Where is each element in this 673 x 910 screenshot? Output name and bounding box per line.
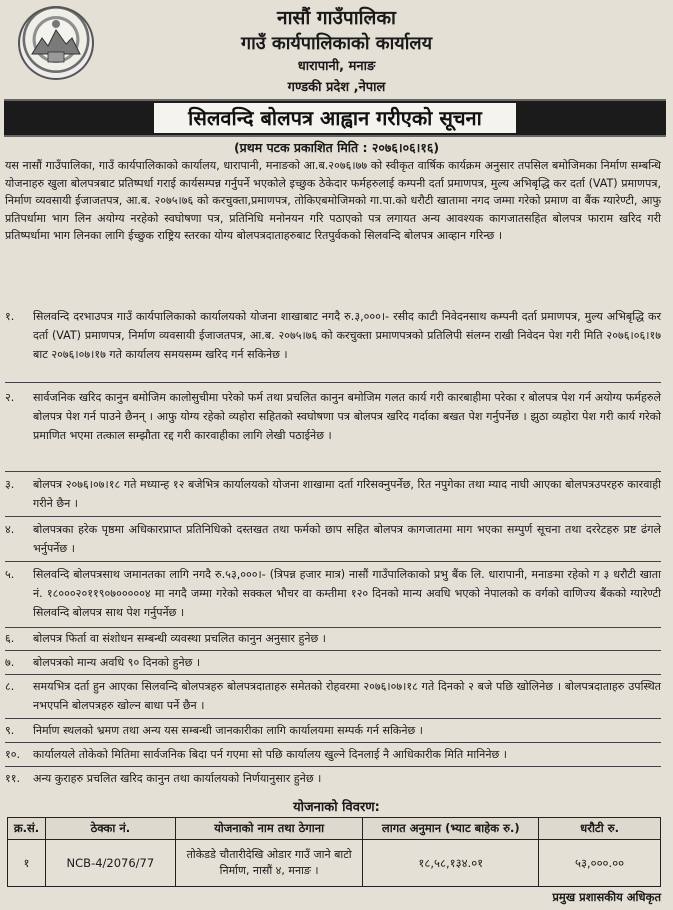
item-number: ८. bbox=[5, 680, 15, 693]
list-item bbox=[5, 475, 661, 513]
notice-title-banner bbox=[4, 99, 666, 137]
divider bbox=[5, 516, 661, 517]
divider bbox=[5, 742, 661, 743]
table-title: योजनाको विवरण: bbox=[293, 800, 380, 815]
col-header-project: योजनाको नाम तथा ठेगाना bbox=[175, 818, 363, 840]
list-item bbox=[5, 745, 661, 764]
divider bbox=[5, 674, 661, 675]
divider bbox=[5, 561, 661, 562]
table-row bbox=[8, 840, 661, 887]
item-number: १०. bbox=[5, 748, 21, 761]
signatory: प्रमुख प्रशासकीय अधिकृत bbox=[552, 890, 661, 904]
office-address: धारापानी, मनाङ bbox=[297, 59, 376, 74]
item-text: सिलवन्दि दरभाउपत्र गाउँ कार्यपालिकाको कार्यालयको योजना शाखाबाट नगदै रु.३,०००।- रसीद काटी निवेदनसाथ कम्पनी दर्ता प्रमाणपत्र, मुल्य अभिबृद्धि कर दर्ता (VAT) प्रमाणपत्र, निर्माण व्यवसायी ईजाजतपत्र, आ.ब. २०७५।७६ को करचुक्ता प्रमाणपत्रको प्रतिलिपी संलग्न राखी निवेदन पेश गरी मिति २०७६।०६।१७ बाट २०७६।०७।१७ गते कार्यालय समयसम्म खरिद गर्न सकिनेछ । bbox=[33, 310, 661, 361]
list-item bbox=[5, 565, 661, 622]
item-number: ११. bbox=[5, 772, 21, 785]
item-text: निर्माण स्थलको भ्रमण तथा अन्य यस सम्बन्धी जानकारीका लागि कार्यालयमा सम्पर्क गर्न सकिनेछ । bbox=[33, 724, 423, 737]
item-number: ४. bbox=[5, 523, 15, 536]
province-name: गण्डकी प्रदेश ,नेपाल bbox=[287, 80, 386, 95]
cell-contract: NCB-4/2076/77 bbox=[45, 840, 175, 887]
item-number: ७. bbox=[5, 656, 15, 669]
item-text: बोलपत्रको मान्य अवधि ९० दिनको हुनेछ । bbox=[33, 656, 201, 669]
col-header-deposit: धरौटी रु. bbox=[539, 818, 661, 840]
divider bbox=[5, 718, 661, 719]
list-item bbox=[5, 629, 661, 648]
office-name: गाउँ कार्यपालिकाको कार्यालय bbox=[240, 33, 433, 54]
cell-estimate: १८,५८,१३४.०१ bbox=[363, 840, 539, 887]
table-header-row bbox=[8, 818, 661, 840]
list-item bbox=[5, 769, 661, 788]
cell-project: तोकेडडे चौतारीदेखि ओडार गाउँ जाने बाटो निर्माण, नासौं ४, मनाङ । bbox=[175, 840, 363, 887]
col-header-sn: क्र.सं. bbox=[8, 818, 46, 840]
published-date: (प्रथम पटक प्रकाशित मिति : २०७६।०६।१६) bbox=[233, 140, 440, 155]
item-number: ५. bbox=[5, 568, 15, 581]
divider bbox=[5, 471, 661, 472]
intro-paragraph: यस नासौं गाउँपालिका, गाउँ कार्यपालिकाको कार्यालय, धारापानी, मनाङको आ.ब.२०७६।७७ को स्वीकृत वार्षिक कार्यक्रम अनुसार तपसिल बमोजिमका निर्माण सम्बन्धि योजनाहरु खुला बोलपत्रबाट प्रतिष्पर्धा गराई कार्यसम्पन्न गर्नुपर्ने भएकोले इच्छुक ठेकेदार फर्महरुलाई कम्पनी दर्ता प्रमाणपत्र, मुल्य अभिबृद्धि कर दर्ता (VAT) प्रमाणपत्र, निर्माण व्यवसायी ईजाजतपत्र, आ.ब. २०७५।७६ को करचुक्ता,प्रमाणपत्र, तोकिएबमोजिमको गा.पा.को धरौटी खातामा नगद जम्मा गरेको प्रमाण वा बैंक ग्यारेण्टी, आफु प्रतिपर्धामा भाग लिन अयोग्य नरहेको स्वघोषणा पत्र, प्रतिनिधि मनोनयन गरि पठाएको पत्र लगायत अन्य आवश्यक कागजातसहित बोलपत्र फाराम खरिद गरी प्रतिष्पर्धामा भाग लिनका लागि ईच्छुक राष्ट्रिय स्तरका योग्य बोलपत्रदाताहरुबाट रितपुर्वकको सिलवन्दि बोलपत्र आव्हान गरिन्छ । bbox=[5, 159, 661, 243]
divider bbox=[5, 766, 661, 767]
project-table bbox=[7, 817, 661, 887]
cell-deposit: ५३,०००.०० bbox=[539, 840, 661, 887]
divider bbox=[5, 382, 661, 383]
list-item bbox=[5, 520, 661, 558]
item-number: ६. bbox=[5, 632, 15, 645]
item-number: ३. bbox=[5, 478, 15, 491]
list-item bbox=[5, 721, 661, 740]
list-item bbox=[5, 677, 661, 715]
divider bbox=[5, 650, 661, 651]
item-text: सार्वजनिक खरिद कानुन बमोजिम कालोसुचीमा परेको फर्म तथा प्रचलित कानुन बमोजिम गलत कार्य गरी कारबाहीमा परेका र बोलपत्र पेश गर्न अयोग्य फर्महरुले बोलपत्र पेश गर्न पाउने छैनन् । आफु योग्य रहेको व्यहोरा सहितको स्वघोषणा पत्र बोलपत्र खरिद गर्दाका बखत पेश गर्नुपर्नेछ । झुठा व्यहोरा पेश गरी कार्य गरेको प्रमाणित भएमा तत्काल सम्झौता रद्द गरी कारवाहीका लागि लेखी पठाईनेछ । bbox=[33, 391, 661, 442]
item-number: २. bbox=[5, 391, 15, 404]
org-name: नासौं गाउँपालिका bbox=[277, 7, 396, 29]
cell-sn: १ bbox=[8, 840, 46, 887]
notice-title: सिलवन्दि बोलपत्र आह्वान गरीएको सूचना bbox=[154, 103, 516, 133]
item-number: १. bbox=[5, 310, 15, 323]
list-item bbox=[5, 307, 661, 364]
item-text: सिलवन्दि बोलपत्रसाथ जमानतका लागि नगदै रु.५३,०००।- (त्रिपन्न हजार मात्र) नासौं गाउँपालिकाको प्रभु बैंक लि. धारापानी, मनाङमा रहेको ग ३ धरौटी खाता नं. १८०००२०११९०७०००००४ मा नगदै जम्मा गरेको सक्कल भौचर वा कम्तीमा १२० दिनको मान्य अवधि भएको नेपालको क वर्गको वाणिज्य बैंकको ग्यारेण्टी सिलवन्दि बोलपत्र साथ पेश गर्नुपर्नेछ । bbox=[33, 568, 661, 619]
item-text: बोलपत्रका हरेक पृष्ठमा अधिकारप्राप्त प्रतिनिधिको दस्तखत तथा फर्मको छाप सहित बोलपत्र कागजातमा माग भएका सम्पुर्ण सूचना तथा दररेटहरु प्रष्ट ढंगले भर्नुपर्नेछ । bbox=[33, 523, 661, 555]
divider bbox=[5, 627, 661, 628]
col-header-estimate: लागत अनुमान (भ्याट बाहेक रु.) bbox=[363, 818, 539, 840]
item-text: बोलपत्र २०७६।०७।१८ गते मध्यान्ह १२ बजेभित्र कार्यालयको योजना शाखामा दर्ता गरिसक्नुपर्नेछ, रित नपुगेका तथा म्याद नाघी आएका बोलपत्रउपरहरु कारवाही गरीने छैन । bbox=[33, 478, 661, 510]
list-item bbox=[5, 653, 661, 672]
list-item bbox=[5, 388, 661, 445]
item-text: समयभित्र दर्ता हुन आएका सिलवन्दि बोलपत्रहरु बोलपत्रदाताहरु समेतको रोहवरमा २०७६।०७।१८ गते दिनको २ बजे पछि खोलिनेछ । बोलपत्रदाताहरु उपस्थित नभएपनि बोलपत्रहरु खोल्न बाधा पर्ने छैन । bbox=[33, 680, 661, 712]
item-text: अन्य कुराहरु प्रचलित खरिद कानुन तथा कार्यालयको निर्णयानुसार हुनेछ । bbox=[33, 772, 322, 785]
item-text: बोलपत्र फिर्ता वा संशोधन सम्बन्धी व्यवस्था प्रचलित कानुन अनुसार हुनेछ । bbox=[33, 632, 326, 645]
item-number: ९. bbox=[5, 724, 15, 737]
item-text: कार्यालयले तोकेको मितिमा सार्वजनिक बिदा पर्न गएमा सो पछि कार्यालय खुल्ने दिनलाई नै आधिकारीक मिति मानिनेछ । bbox=[33, 748, 507, 761]
col-header-contract: ठेक्का नं. bbox=[45, 818, 175, 840]
